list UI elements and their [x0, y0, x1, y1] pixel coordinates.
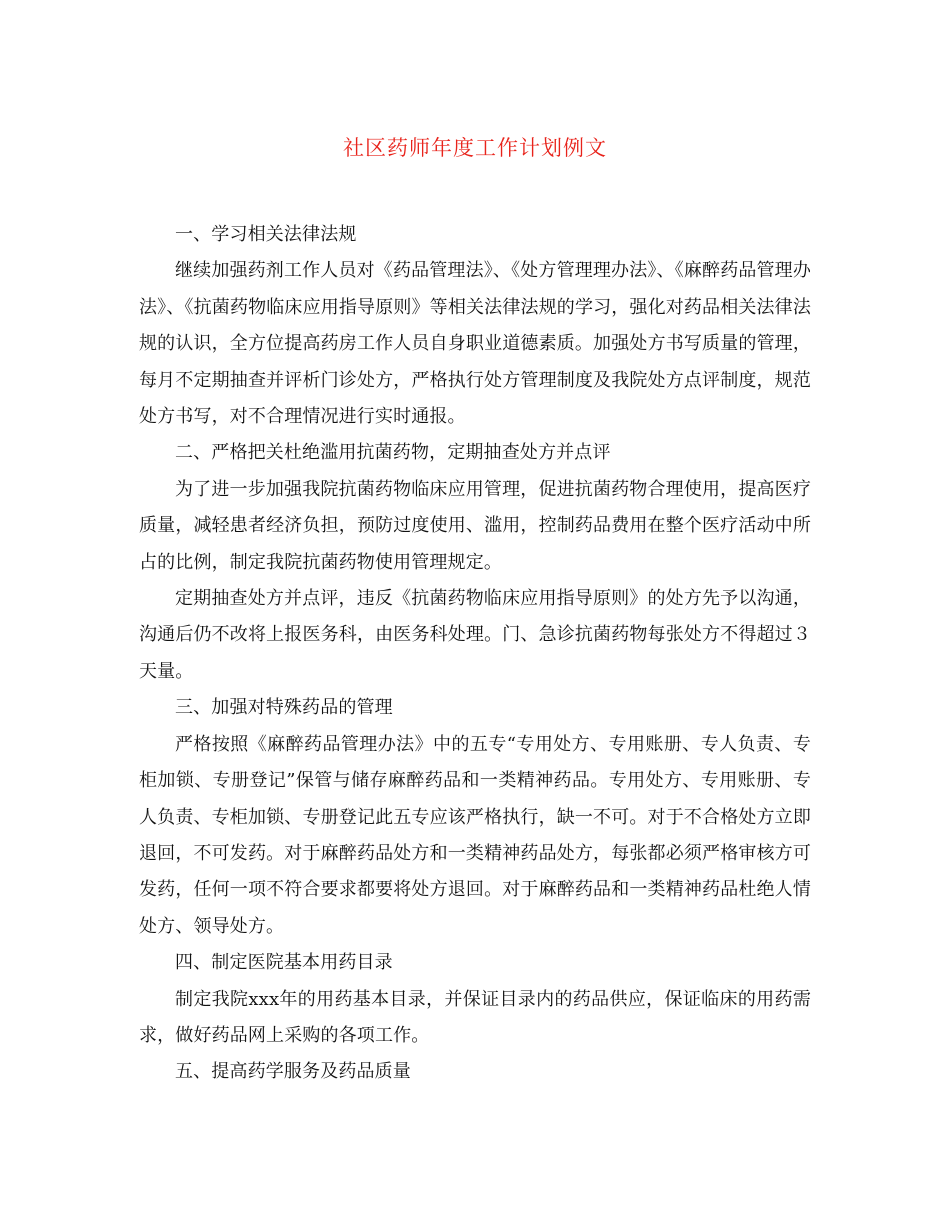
- section-heading-2: 二、严格把关杜绝滥用抗菌药物，定期抽查处方并点评: [175, 442, 611, 464]
- section-heading-5: 五、提高药学服务及药品质量: [175, 1061, 411, 1083]
- body-paragraph: 制定我院xxx年的用药基本目录，并保证目录内的药品供应，保证临床的用药需求，做好药品网上采购的各项工作。: [139, 988, 811, 1046]
- body-paragraph: 为了进一步加强我院抗菌药物临床应用管理，促进抗菌药物合理使用，提高医疗质量，减轻患者经济负担，预防过度使用、滥用，控制药品费用在整个医疗活动中所占的比例，制定我院抗菌药物使用管理规定。: [139, 478, 811, 573]
- section-heading-1: 一、学习相关法律法规: [175, 224, 357, 245]
- section-heading-3: 三、加强对特殊药品的管理: [175, 697, 393, 719]
- document-body: [139, 217, 811, 1091]
- body-paragraph: 定期抽查处方并点评，违反《抗菌药物临床应用指导原则》的处方先予以沟通，沟通后仍不改将上报医务科，由医务科处理。门、急诊抗菌药物每张处方不得超过３天量。: [139, 588, 811, 682]
- section-heading-4: 四、制定医院基本用药目录: [175, 952, 393, 974]
- body-paragraph: 继续加强药剂工作人员对《药品管理法》、《处方管理理办法》、《麻醉药品管理办法》、《抗菌药物临床应用指导原则》等相关法律法规的学习，强化对药品相关法律法规的认识，全方位提高药房工作人员自身职业道德素质。加强处方书写质量的管理，每月不定期抽查并评析门诊处方，严格执行处方管理制度及我院处方点评制度，规范处方书写，对不合理情况进行实时通报。: [139, 260, 811, 428]
- document-title: 社区药师年度工作计划例文: [343, 136, 607, 160]
- body-paragraph: 严格按照《麻醉药品管理办法》中的五专“专用处方、专用账册、专人负责、专柜加锁、专册登记”保管与储存麻醉药品和一类精神药品。专用处方、专用账册、专人负责、专柜加锁、专册登记此五专应该严格执行，缺一不可。对于不合格处方立即退回，不可发药。对于麻醉药品处方和一类精神药品处方，每张都必须严格审核方可发药，任何一项不符合要求都要将处方退回。对于麻醉药品和一类精神药品杜绝人情处方、领导处方。: [139, 733, 811, 937]
